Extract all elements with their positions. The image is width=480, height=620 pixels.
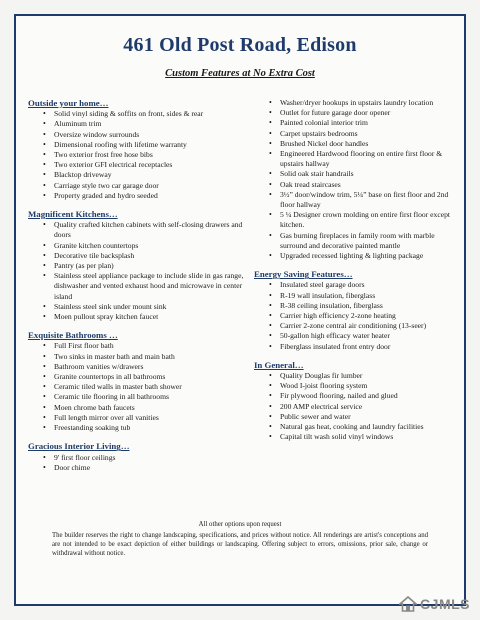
logo-text: CJMLS [420, 596, 470, 612]
section-heading: In General… [254, 359, 304, 370]
feature-list [28, 220, 250, 322]
feature-item: • 50-gallon high efficacy water heater [254, 331, 460, 341]
feature-item: • Aluminum trim [28, 119, 250, 129]
feature-item: • Two exterior GFI electrical receptacles [28, 160, 250, 170]
feature-item: • Two exterior frost free hose bibs [28, 150, 250, 160]
feature-list [254, 280, 460, 351]
feature-item: • R-38 ceiling insulation, fiberglass [254, 301, 460, 311]
house-logo-icon [399, 596, 417, 612]
feature-item: • Wood I-joist flooring system [254, 381, 460, 391]
feature-item: • Solid vinyl siding & soffits on front, sides & rear [28, 109, 250, 119]
feature-item: • Oak tread staircases [254, 180, 460, 190]
section-heading: Energy Saving Features… [254, 269, 353, 280]
feature-item: • Oversize window surrounds [28, 130, 250, 140]
right-column [254, 98, 460, 451]
cjmls-logo [399, 596, 470, 612]
feature-item: • Carriage style two car garage door [28, 181, 250, 191]
feature-item: • Washer/dryer hookups in upstairs laundry location [254, 98, 460, 108]
page-subtitle: Custom Features at No Extra Cost [165, 68, 315, 79]
feature-item: • Natural gas heat, cooking and laundry facilities [254, 422, 460, 432]
feature-item: • Outlet for future garage door opener [254, 108, 460, 118]
feature-item: • 5 ¼ Designer crown molding on entire first floor except kitchen. [254, 210, 460, 230]
feature-item: • Insulated steel garage doors [254, 280, 460, 290]
feature-item: • Blacktop driveway [28, 170, 250, 180]
feature-item: • Solid oak stair handrails [254, 169, 460, 179]
section-heading: Exquisite Bathrooms … [28, 330, 118, 341]
feature-item: • Engineered Hardwood flooring on entire first floor & upstairs hallway [254, 149, 460, 169]
footer [52, 520, 428, 558]
feature-item: • Painted colonial interior trim [254, 118, 460, 128]
feature-list [254, 98, 460, 261]
feature-item: • Public sewer and water [254, 412, 460, 422]
feature-item: • Granite countertops in all bathrooms [28, 372, 250, 382]
feature-item: • R-19 wall insulation, fiberglass [254, 291, 460, 301]
section-interior-continued [254, 98, 460, 261]
feature-list [254, 371, 460, 442]
feature-item: • 3½” door/window trim, 5¼” base on first floor and 2nd floor hallway [254, 190, 460, 210]
feature-list [28, 109, 250, 201]
feature-item: • Fir plywood flooring, nailed and glued [254, 391, 460, 401]
section-kitchens [28, 209, 250, 322]
section-heading: Gracious Interior Living… [28, 441, 130, 452]
section-energy [254, 269, 460, 352]
feature-item: • Ceramic tile flooring in all bathrooms [28, 392, 250, 402]
section-bathrooms [28, 330, 250, 433]
feature-item: • Upgraded recessed lighting & lighting package [254, 251, 460, 261]
feature-item: • Capital tilt wash solid vinyl windows [254, 432, 460, 442]
feature-item: • Freestanding soaking tub [28, 423, 250, 433]
feature-item: • Moen pullout spray kitchen faucet [28, 312, 250, 322]
feature-item: • Bathroom vanities w/drawers [28, 362, 250, 372]
feature-item: • Fiberglass insulated front entry door [254, 342, 460, 352]
feature-item: • Two sinks in master bath and main bath [28, 352, 250, 362]
feature-item: • Stainless steel appliance package to include slide in gas range, dishwasher and vented exhaust hood and microwave in center island [28, 271, 250, 302]
feature-item: • Stainless steel sink under mount sink [28, 302, 250, 312]
feature-list [28, 453, 250, 473]
section-general [254, 360, 460, 443]
feature-item: • Quality crafted kitchen cabinets with self-closing drawers and doors [28, 220, 250, 240]
feature-item: • 9' first floor ceilings [28, 453, 250, 463]
feature-item: • Carrier high efficiency 2-zone heating [254, 311, 460, 321]
section-heading: Magnificent Kitchens… [28, 209, 118, 220]
footer-disclaimer: The builder reserves the right to change landscaping, specifications, and prices without notice. All renderings are artist's conceptions and are not intended to be exact depiction of either buildings or landscaping. Offering subject to errors, omissions, prior sale, change or withdrawal without notice. [52, 532, 428, 557]
feature-item: • Full First floor bath [28, 341, 250, 351]
section-outside [28, 98, 250, 201]
footer-options-note: All other options upon request [198, 521, 282, 528]
feature-item: • Moen chrome bath faucets [28, 403, 250, 413]
section-heading: Outside your home… [28, 98, 109, 108]
feature-item: • Gas burning fireplaces in family room with marble surround and decorative painted mantle [254, 231, 460, 251]
feature-item: • Carrier 2-zone central air conditioning (13-seer) [254, 321, 460, 331]
feature-item: • Quality Douglas fir lumber [254, 371, 460, 381]
section-interior [28, 441, 250, 473]
flyer-frame [14, 14, 466, 606]
feature-item: • Brushed Nickel door handles [254, 139, 460, 149]
page-title: 461 Old Post Road, Edison [123, 34, 357, 56]
feature-item: • Pantry (as per plan) [28, 261, 250, 271]
feature-item: • Dimensional roofing with lifetime warranty [28, 140, 250, 150]
feature-item: • Full length mirror over all vanities [28, 413, 250, 423]
feature-item: • 200 AMP electrical service [254, 402, 460, 412]
feature-item: • Property graded and hydro seeded [28, 191, 250, 201]
feature-item: • Door chime [28, 463, 250, 473]
feature-item: • Granite kitchen countertops [28, 241, 250, 251]
feature-item: • Ceramic tiled walls in master bath shower [28, 382, 250, 392]
feature-item: • Carpet upstairs bedrooms [254, 129, 460, 139]
left-column [28, 98, 250, 481]
feature-item: • Decorative tile backsplash [28, 251, 250, 261]
feature-list [28, 341, 250, 433]
